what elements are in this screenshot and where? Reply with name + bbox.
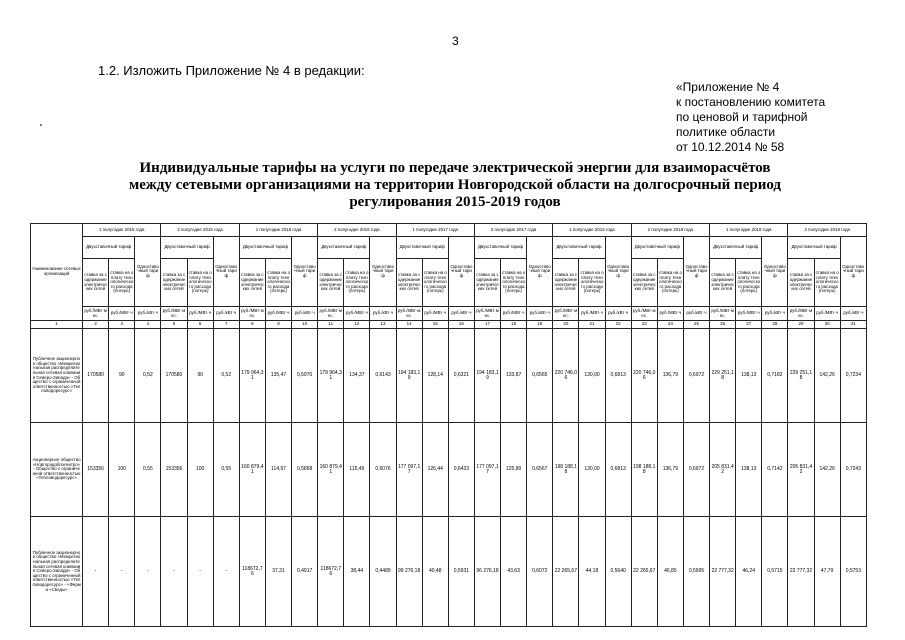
tariff-value: 0,4489 — [370, 517, 396, 627]
tariff-value: 133,87 — [501, 329, 527, 423]
tariff-value: 0,5970 — [292, 329, 318, 423]
tariff-value: 0,5995 — [683, 517, 709, 627]
tariff-value: 100 — [109, 423, 135, 517]
title-line: Индивидуальные тарифы на услуги по передаче электрической энергии для взаиморасчётов — [139, 160, 771, 176]
tariff-value: 0,55 — [213, 423, 239, 517]
period-header: 1 полугодие 2015 года — [83, 224, 161, 237]
tariff-value: 22 265,67 — [631, 517, 657, 627]
unit-label: руб./МВт·ч — [265, 307, 291, 321]
column-number: 16 — [448, 321, 474, 329]
header-row — [31, 224, 867, 237]
maintenance-rate-header: ставка за содержание электрических сетей — [161, 259, 187, 307]
column-number: 11 — [318, 321, 344, 329]
column-number: 27 — [736, 321, 762, 329]
tariff-value: 0,6072 — [527, 517, 553, 627]
tariff-value: 229 251,18 — [710, 329, 736, 423]
one-part-tariff-header: Одноставочный тариф — [762, 237, 788, 307]
loss-rate-header: ставка на оплату технологического расхода (потерь) — [501, 259, 527, 307]
maintenance-rate-header: ставка за содержание электрических сетей — [396, 259, 422, 307]
column-number: 30 — [814, 321, 840, 329]
amendment-instruction: 1.2. Изложить Приложение № 4 в редакции: — [98, 63, 365, 78]
two-part-tariff-header: Двухставочный тариф — [788, 237, 840, 259]
tariff-value: 125,80 — [501, 423, 527, 517]
tariff-value: 142,26 — [814, 423, 840, 517]
unit-label: руб./МВт·мес. — [239, 307, 265, 321]
unit-label: руб./МВт·ч — [736, 307, 762, 321]
unit-label: руб./МВт·мес. — [710, 307, 736, 321]
column-number: 8 — [239, 321, 265, 329]
tariff-value: 142,26 — [814, 329, 840, 423]
one-part-tariff-header: Одноставочный тариф — [370, 237, 396, 307]
tariff-value: 0,7234 — [840, 329, 866, 423]
unit-label: руб./кВт·ч — [605, 307, 631, 321]
tariff-value: 138,13 — [736, 423, 762, 517]
tariff-value: 179 964,31 — [239, 329, 265, 423]
unit-label: руб./МВт·мес. — [161, 307, 187, 321]
tariff-value: 128,14 — [422, 329, 448, 423]
header-row — [31, 321, 867, 329]
unit-label: руб./МВт·мес. — [474, 307, 500, 321]
unit-label: руб./МВт·ч — [109, 307, 135, 321]
tariff-value: 115,49 — [344, 423, 370, 517]
tariff-value: 118672,76 — [239, 517, 265, 627]
column-number: 25 — [683, 321, 709, 329]
tariff-value: 198 188,18 — [631, 423, 657, 517]
unit-label: руб./МВт·ч — [501, 307, 527, 321]
loss-rate-header: ставка на оплату технологического расхода (потерь) — [814, 259, 840, 307]
table-row — [31, 423, 867, 517]
two-part-tariff-header: Двухставочный тариф — [161, 237, 213, 259]
tariff-value: 153356 — [161, 423, 187, 517]
tariff-value: 22 777,32 — [788, 517, 814, 627]
tariff-value: 0,7182 — [762, 329, 788, 423]
tariff-value: 0,52 — [213, 329, 239, 423]
maintenance-rate-header: ставка за содержание электрических сетей — [318, 259, 344, 307]
tariff-value: 160 879,41 — [239, 423, 265, 517]
tariff-value: - — [135, 517, 161, 627]
one-part-tariff-header: Одноставочный тариф — [605, 237, 631, 307]
tariff-value: 40,48 — [422, 517, 448, 627]
unit-label: руб./МВт·ч — [422, 307, 448, 321]
tariff-value: 177 097,17 — [396, 423, 422, 517]
appendix-line: «Приложение № 4 — [676, 80, 780, 94]
tariff-value: - — [213, 517, 239, 627]
maintenance-rate-header: ставка за содержание электрических сетей — [631, 259, 657, 307]
tariff-value: 179 964,31 — [318, 329, 344, 423]
column-number: 6 — [187, 321, 213, 329]
appendix-reference — [676, 80, 825, 155]
unit-label: руб./МВт·мес. — [631, 307, 657, 321]
column-number: 17 — [474, 321, 500, 329]
tariff-value: 138,13 — [736, 329, 762, 423]
appendix-line: политике области — [676, 125, 776, 139]
period-header: 2 полугодие 2019 года — [788, 224, 867, 237]
loss-rate-header: ставка на оплату технологического расхода (потерь) — [109, 259, 135, 307]
tariff-value: - — [187, 517, 213, 627]
tariff-value: 0,5753 — [840, 517, 866, 627]
tariff-value: 37,31 — [265, 517, 291, 627]
tariff-value: 194 183,19 — [474, 329, 500, 423]
tariff-value: 136,79 — [657, 423, 683, 517]
period-header: 2 полугодие 2018 года — [631, 224, 709, 237]
tariff-value: 170580 — [161, 329, 187, 423]
one-part-tariff-header: Одноставочный тариф — [840, 237, 866, 307]
column-number: 21 — [579, 321, 605, 329]
tariff-value: 0,6423 — [448, 423, 474, 517]
unit-label: руб./МВт·ч — [814, 307, 840, 321]
two-part-tariff-header: Двухставочный тариф — [474, 237, 526, 259]
tariff-value: 0,55 — [135, 423, 161, 517]
maintenance-rate-header: ставка за содержание электрических сетей — [710, 259, 736, 307]
title-line: регулирования 2015-2019 годов — [349, 194, 561, 210]
column-number: 5 — [161, 321, 187, 329]
tariff-value: 0,6567 — [527, 423, 553, 517]
one-part-tariff-header: Одноставочный тариф — [683, 237, 709, 307]
tariff-value: 153356 — [83, 423, 109, 517]
tariff-value: 0,5931 — [448, 517, 474, 627]
tariff-value: 43,63 — [501, 517, 527, 627]
tariff-value: 0,6565 — [527, 329, 553, 423]
organization-name: Публичное акционерное общество «Межрегиональная распределительная сетевая компания Северо-Запада» - Общество с ограниченной ответственностью «Тепловодоресурс» — [31, 329, 83, 423]
one-part-tariff-header: Одноставочный тариф — [448, 237, 474, 307]
column-number: 22 — [605, 321, 631, 329]
tariff-value: 0,6076 — [370, 423, 396, 517]
tariff-value: - — [83, 517, 109, 627]
unit-label: руб./МВт·мес. — [318, 307, 344, 321]
two-part-tariff-header: Двухставочный тариф — [710, 237, 762, 259]
unit-label: руб./МВт·ч — [657, 307, 683, 321]
tariff-value: 0,52 — [135, 329, 161, 423]
tariff-value: 229 251,18 — [788, 329, 814, 423]
tariff-value: 90 — [187, 329, 213, 423]
tariff-value: 0,5640 — [605, 517, 631, 627]
tariff-value: 46,24 — [736, 517, 762, 627]
one-part-tariff-header: Одноставочный тариф — [527, 237, 553, 307]
column-number: 23 — [631, 321, 657, 329]
tariff-value: 44,18 — [579, 517, 605, 627]
tariff-value: 0,5715 — [762, 517, 788, 627]
header-row — [31, 237, 867, 259]
column-number: 31 — [840, 321, 866, 329]
two-part-tariff-header: Двухставочный тариф — [631, 237, 683, 259]
loss-rate-header: ставка на оплату технологического расхода (потерь) — [265, 259, 291, 307]
loss-rate-header: ставка на оплату технологического расхода (потерь) — [657, 259, 683, 307]
column-number: 12 — [344, 321, 370, 329]
title-line: между сетевыми организациями на территории Новгородской области на долгосрочный период — [129, 177, 781, 193]
tariff-table — [30, 223, 867, 627]
column-number: 1 — [31, 321, 83, 329]
column-number: 24 — [657, 321, 683, 329]
unit-label: руб./кВт·ч — [762, 307, 788, 321]
one-part-tariff-header: Одноставочный тариф — [135, 237, 161, 307]
period-header: 1 полугодие 2018 года — [553, 224, 631, 237]
column-number: 4 — [135, 321, 161, 329]
appendix-line: по ценовой и тарифной — [676, 110, 808, 124]
tariff-value: 114,97 — [265, 423, 291, 517]
two-part-tariff-header: Двухставочный тариф — [318, 237, 370, 259]
tariff-value: 134,37 — [344, 329, 370, 423]
loss-rate-header: ставка на оплату технологического расхода (потерь) — [344, 259, 370, 307]
tariff-value: 0,6972 — [683, 329, 709, 423]
column-number: 3 — [109, 321, 135, 329]
org-column-header: Наименование сетевых организаций — [31, 224, 83, 321]
maintenance-rate-header: ставка за содержание электрических сетей — [553, 259, 579, 307]
maintenance-rate-header: ставка за содержание электрических сетей — [239, 259, 265, 307]
tariff-value: 220 746,06 — [553, 329, 579, 423]
period-header: 1 полугодие 2019 года — [710, 224, 788, 237]
tariff-value: 160 879,41 — [318, 423, 344, 517]
tariff-value: 136,79 — [657, 329, 683, 423]
column-number: 26 — [710, 321, 736, 329]
unit-label: руб./кВт·ч — [448, 307, 474, 321]
maintenance-rate-header: ставка за содержание электрических сетей — [788, 259, 814, 307]
loss-rate-header: ставка на оплату технологического расхода (потерь) — [579, 259, 605, 307]
maintenance-rate-header: ставка за содержание электрических сетей — [474, 259, 500, 307]
tariff-value: 198 188,18 — [553, 423, 579, 517]
column-number: 13 — [370, 321, 396, 329]
tariff-value: 118672,76 — [318, 517, 344, 627]
tariff-value: 205 831,42 — [788, 423, 814, 517]
document-title — [80, 160, 830, 211]
header-row — [31, 307, 867, 321]
two-part-tariff-header: Двухставочный тариф — [83, 237, 135, 259]
tariff-value: 0,6972 — [683, 423, 709, 517]
column-number: 14 — [396, 321, 422, 329]
table-row — [31, 329, 867, 423]
tariff-value: 194 183,19 — [396, 329, 422, 423]
column-number: 7 — [213, 321, 239, 329]
unit-label: руб./МВт·мес. — [553, 307, 579, 321]
loss-rate-header: ставка на оплату технологического расхода (потерь) — [736, 259, 762, 307]
tariff-value: 126,44 — [422, 423, 448, 517]
tariff-value: 205 831,42 — [710, 423, 736, 517]
tariff-value: 0,6813 — [605, 329, 631, 423]
unit-label: руб./МВт·мес. — [83, 307, 109, 321]
appendix-line: к постановлению комитета — [676, 95, 826, 109]
tariff-value: 99 276,18 — [396, 517, 422, 627]
column-number: 15 — [422, 321, 448, 329]
tariff-value: 100 — [187, 423, 213, 517]
maintenance-rate-header: ставка за содержание электрических сетей — [83, 259, 109, 307]
tariff-value: 22 777,32 — [710, 517, 736, 627]
loss-rate-header: ставка на оплату технологического расхода (потерь) — [422, 259, 448, 307]
column-number: 20 — [553, 321, 579, 329]
tariff-value: 135,47 — [265, 329, 291, 423]
column-number: 19 — [527, 321, 553, 329]
tariff-value: 0,7142 — [762, 423, 788, 517]
one-part-tariff-header: Одноставочный тариф — [292, 237, 318, 307]
unit-label: руб./МВт·ч — [344, 307, 370, 321]
tariff-value: 0,6321 — [448, 329, 474, 423]
one-part-tariff-header: Одноставочный тариф — [213, 237, 239, 307]
tariff-value: 47,79 — [814, 517, 840, 627]
unit-label: руб./МВт·мес. — [788, 307, 814, 321]
table-row — [31, 517, 867, 627]
period-header: 1 полугодие 2016 года — [239, 224, 317, 237]
tariff-value: 96 276,18 — [474, 517, 500, 627]
column-number: 18 — [501, 321, 527, 329]
tariff-value: 0,4917 — [292, 517, 318, 627]
tariff-value: - — [109, 517, 135, 627]
scan-speck — [40, 124, 42, 126]
loss-rate-header: ставка на оплату технологического расхода (потерь) — [187, 259, 213, 307]
tariff-value: 220 746,06 — [631, 329, 657, 423]
unit-label: руб./кВт·ч — [370, 307, 396, 321]
period-header: 2 полугодие 2015 года — [161, 224, 239, 237]
appendix-line: от 10.12.2014 № 58 — [676, 140, 785, 154]
tariff-value: 0,6143 — [370, 329, 396, 423]
tariff-value: 0,7243 — [840, 423, 866, 517]
column-number: 29 — [788, 321, 814, 329]
unit-label: руб./кВт·ч — [527, 307, 553, 321]
organization-name: Публичное акционерное общество «Межрегиональная распределительная сетевая компания Северо-Запада» - Общество с ограниченной ответственностью «Тепловодоресурс» - «Ферма «Своды» — [31, 517, 83, 627]
unit-label: руб./кВт·ч — [135, 307, 161, 321]
page-number: 3 — [452, 34, 459, 48]
two-part-tariff-header: Двухставочный тариф — [396, 237, 448, 259]
column-number: 10 — [292, 321, 318, 329]
tariff-value: 170580 — [83, 329, 109, 423]
organization-name: Акционерное общество «Новгородоблэлектро» - Общество с ограниченной ответственностью «Тепловодоресурс» — [31, 423, 83, 517]
unit-label: руб./кВт·ч — [292, 307, 318, 321]
tariff-value: 46,85 — [657, 517, 683, 627]
period-header: 1 полугодие 2017 года — [396, 224, 474, 237]
tariff-value: 130,00 — [579, 329, 605, 423]
tariff-value: 22 265,67 — [553, 517, 579, 627]
unit-label: руб./МВт·ч — [579, 307, 605, 321]
tariff-value: 90 — [109, 329, 135, 423]
unit-label: руб./МВт·ч — [187, 307, 213, 321]
tariff-value: 0,6813 — [605, 423, 631, 517]
unit-label: руб./кВт·ч — [213, 307, 239, 321]
column-number: 9 — [265, 321, 291, 329]
period-header: 2 полугодие 2017 года — [474, 224, 552, 237]
two-part-tariff-header: Двухставочный тариф — [553, 237, 605, 259]
column-number: 2 — [83, 321, 109, 329]
unit-label: руб./МВт·мес. — [396, 307, 422, 321]
tariff-value: 130,00 — [579, 423, 605, 517]
tariff-value: 38,44 — [344, 517, 370, 627]
tariff-value: - — [161, 517, 187, 627]
unit-label: руб./кВт·ч — [683, 307, 709, 321]
period-header: 2 полугодие 2016 года — [318, 224, 396, 237]
tariff-value: 0,5868 — [292, 423, 318, 517]
unit-label: руб./кВт·ч — [840, 307, 866, 321]
two-part-tariff-header: Двухставочный тариф — [239, 237, 291, 259]
column-number: 28 — [762, 321, 788, 329]
tariff-value: 177 097,17 — [474, 423, 500, 517]
